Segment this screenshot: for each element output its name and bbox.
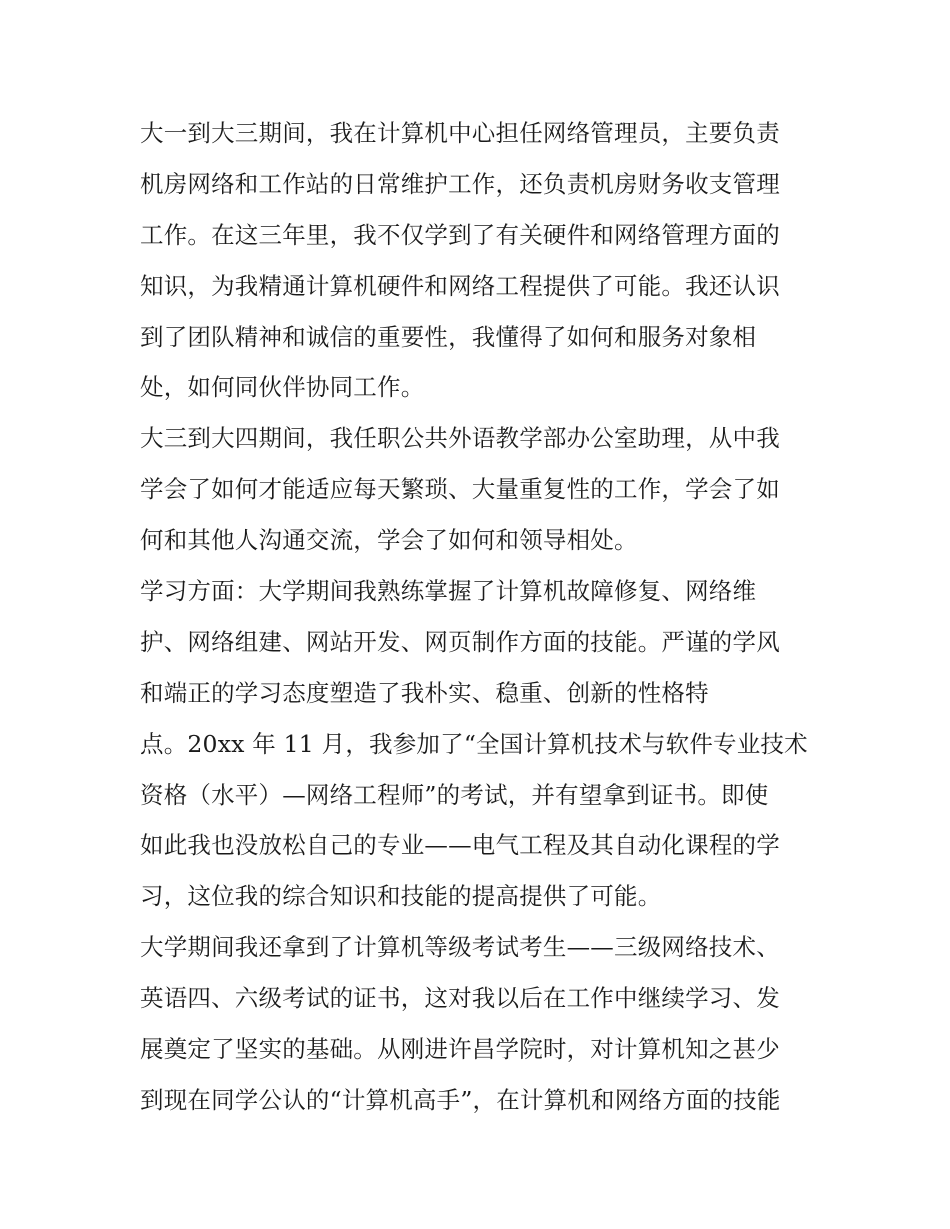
- text-line: 机房网络和工作站的日常维护工作，还负责机房财务收支管理: [140, 169, 780, 198]
- text-line: 习，这位我的综合知识和技能的提高提供了可能。: [140, 882, 662, 911]
- text-line: 英语四、六级考试的证书，这对我以后在工作中继续学习、发: [140, 984, 780, 1013]
- text-line: 护、网络组建、网站开发、网页制作方面的技能。严谨的学风: [140, 627, 780, 656]
- text-line: 如此我也没放松自己的专业——电气工程及其自动化课程的学: [140, 831, 780, 860]
- text-line: 大三到大四期间，我任职公共外语教学部办公室助理，从中我: [140, 424, 780, 453]
- text-line: 大学期间我还拿到了计算机等级考试考生——三级网络技术、: [140, 933, 780, 962]
- text-line: 知识，为我精通计算机硬件和网络工程提供了可能。我还认识: [140, 271, 780, 300]
- text-line: 资格（水平）—网络工程师”的考试，并有望拿到证书。即使: [140, 780, 769, 809]
- text-line: 处，如何同伙伴协同工作。: [140, 373, 425, 402]
- text-line: 工作。在这三年里，我不仅学到了有关硬件和网络管理方面的: [140, 220, 780, 249]
- document-body: [140, 108, 812, 1126]
- text-line: 学习方面：大学期间我熟练掌握了计算机故障修复、网络维: [140, 577, 757, 606]
- text-line: 大一到大三期间，我在计算机中心担任网络管理员，主要负责: [140, 119, 780, 147]
- text-line: 学会了如何才能适应每天繁琐、大量重复性的工作，学会了如: [140, 475, 780, 504]
- text-line: 到现在同学公认的“计算机高手”，在计算机和网络方面的技能: [140, 1085, 781, 1114]
- text-line: 点。20xx 年 11 月，我参加了“全国计算机技术与软件专业技术: [140, 729, 808, 758]
- text-line: 和端正的学习态度塑造了我朴实、稳重、创新的性格特: [140, 678, 709, 707]
- text-line: 展奠定了坚实的基础。从刚进许昌学院时，对计算机知之甚少: [140, 1035, 780, 1064]
- text-line: 何和其他人沟通交流，学会了如何和领导相处。: [140, 526, 638, 555]
- text-line: 到了团队精神和诚信的重要性，我懂得了如何和服务对象相: [140, 322, 757, 351]
